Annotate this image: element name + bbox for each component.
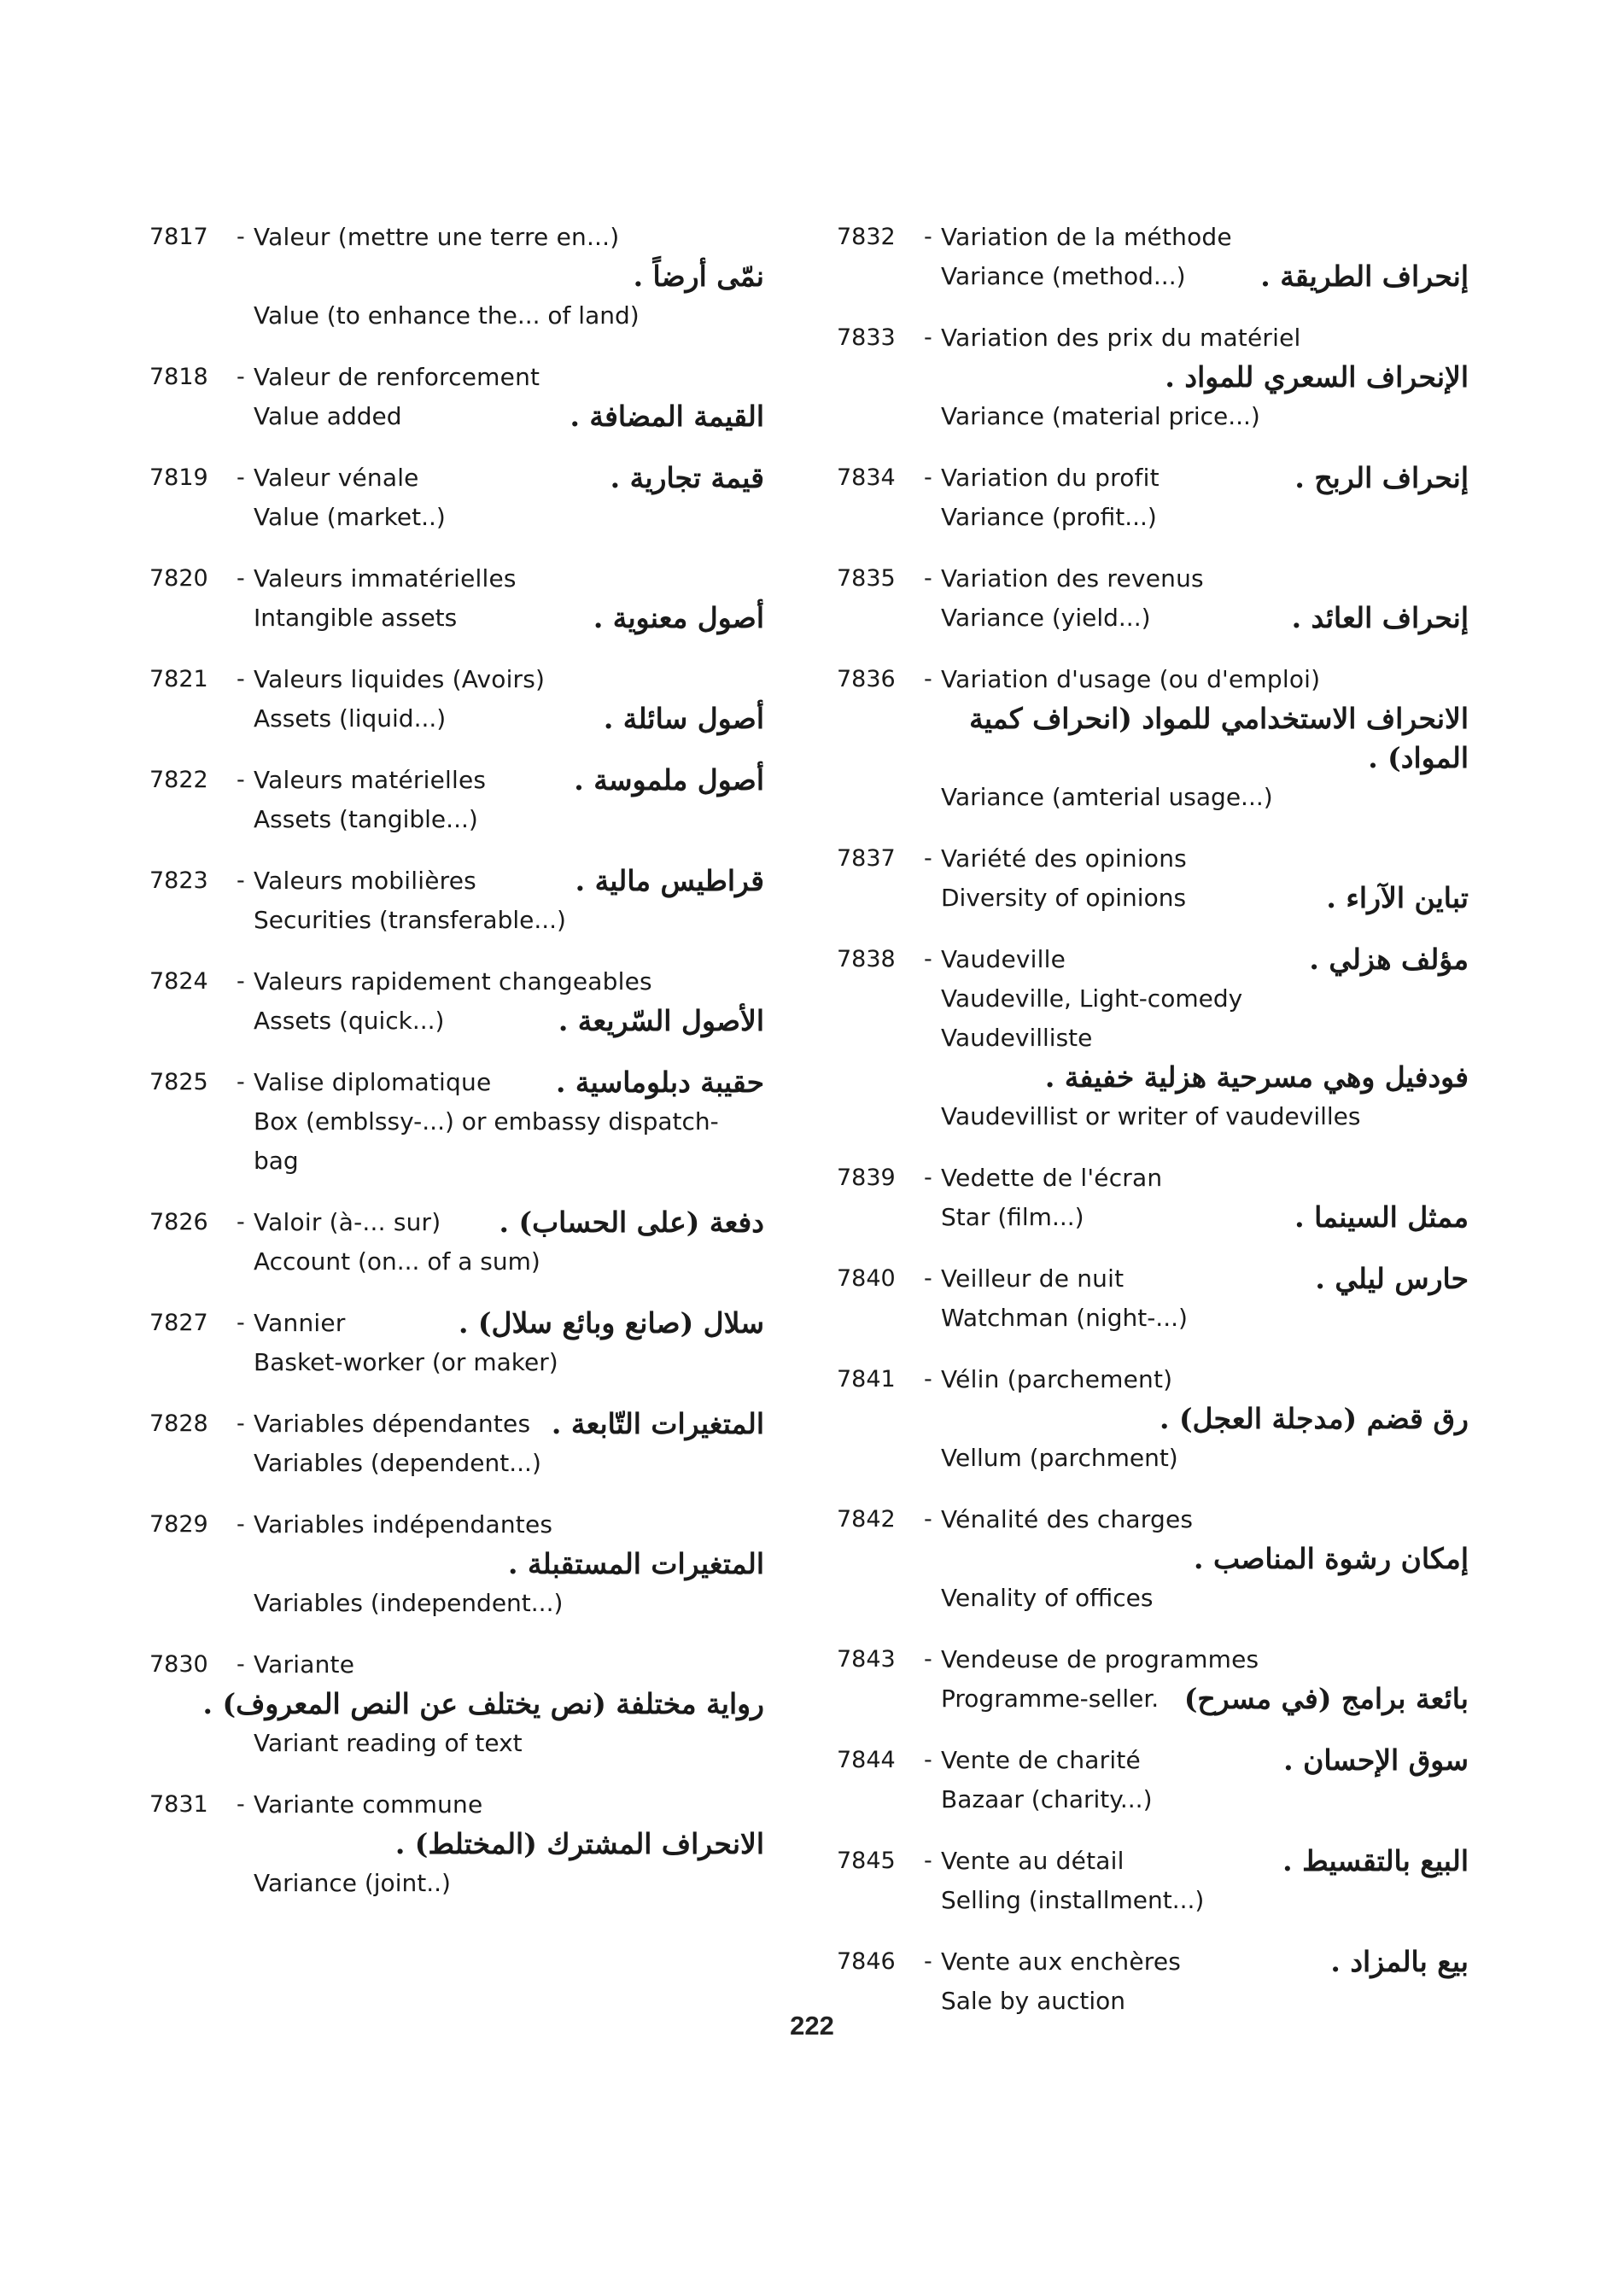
entry-line bbox=[837, 699, 1486, 739]
entry-line bbox=[149, 598, 781, 638]
arabic-translation: قيمة تجارية . bbox=[610, 461, 764, 494]
arabic-translation: تباين الآراء . bbox=[1326, 881, 1469, 914]
entry-number: 7828 bbox=[149, 1410, 208, 1437]
dictionary-entry bbox=[149, 660, 781, 739]
french-term: Vente aux enchères bbox=[941, 1947, 1182, 1976]
dictionary-entry bbox=[149, 559, 781, 638]
entry-separator: - bbox=[237, 867, 245, 894]
english-translation: Variance (amterial usage...) bbox=[941, 783, 1273, 811]
entry-separator: - bbox=[924, 1165, 932, 1191]
entry-number: 7837 bbox=[837, 845, 896, 872]
entry-line bbox=[837, 1019, 1486, 1058]
dictionary-entry bbox=[837, 940, 1486, 1136]
entry-line bbox=[149, 358, 781, 397]
arabic-translation: الانحراف المشترك (المختلط) . bbox=[394, 1827, 764, 1860]
entry-line bbox=[837, 1439, 1486, 1478]
entry-line bbox=[837, 458, 1486, 498]
french-term: Vente de charité bbox=[941, 1746, 1141, 1774]
entry-separator: - bbox=[237, 1511, 245, 1538]
dictionary-entry bbox=[837, 1942, 1486, 2021]
english-translation: Assets (tangible...) bbox=[254, 805, 478, 833]
french-term: Valeurs mobilières bbox=[254, 867, 476, 895]
entry-line bbox=[149, 218, 781, 257]
entry-line bbox=[837, 1097, 1486, 1136]
entry-line bbox=[837, 1159, 1486, 1198]
entry-number: 7829 bbox=[149, 1511, 208, 1538]
french-term: Valeurs rapidement changeables bbox=[254, 967, 652, 996]
dictionary-entry bbox=[149, 358, 781, 436]
entry-line bbox=[837, 1780, 1486, 1819]
entry-number: 7830 bbox=[149, 1651, 208, 1678]
entry-separator: - bbox=[924, 224, 932, 250]
entry-line bbox=[837, 1360, 1486, 1399]
page-number: 222 bbox=[790, 2011, 834, 2041]
entry-line bbox=[837, 1500, 1486, 1539]
dictionary-entry bbox=[149, 1785, 781, 1903]
french-term: Valoir (à-... sur) bbox=[254, 1208, 441, 1236]
arabic-translation: إنحراف الطريقة . bbox=[1260, 260, 1469, 293]
entry-number: 7834 bbox=[837, 464, 896, 491]
entry-line bbox=[149, 1505, 781, 1544]
entry-number: 7839 bbox=[837, 1165, 896, 1191]
entry-line bbox=[837, 1058, 1486, 1097]
dictionary-entry bbox=[149, 1645, 781, 1763]
entry-line bbox=[149, 1584, 781, 1623]
entry-separator: - bbox=[924, 464, 932, 491]
french-term: Variation des prix du matériel bbox=[941, 324, 1301, 352]
entry-number: 7817 bbox=[149, 224, 208, 250]
entry-number: 7845 bbox=[837, 1848, 896, 1874]
entry-number: 7820 bbox=[149, 565, 208, 592]
entry-line bbox=[149, 1864, 781, 1903]
french-term: Variation d'usage (ou d'emploi) bbox=[941, 665, 1321, 693]
entry-line bbox=[837, 979, 1486, 1019]
english-translation: bag bbox=[254, 1147, 299, 1175]
right-column bbox=[837, 218, 1486, 2043]
entry-separator: - bbox=[924, 845, 932, 872]
dictionary-entry bbox=[837, 559, 1486, 638]
dictionary-entry bbox=[149, 1063, 781, 1181]
entry-number: 7843 bbox=[837, 1646, 896, 1673]
entry-number: 7833 bbox=[837, 324, 896, 351]
entry-number: 7835 bbox=[837, 565, 896, 592]
entry-number: 7819 bbox=[149, 464, 208, 491]
english-translation: Securities (transferable...) bbox=[254, 906, 566, 934]
entry-number: 7846 bbox=[837, 1948, 896, 1975]
french-term: Vénalité des charges bbox=[941, 1505, 1194, 1533]
english-translation: Variance (joint..) bbox=[254, 1869, 451, 1897]
entry-separator: - bbox=[924, 1506, 932, 1533]
entry-line bbox=[149, 761, 781, 800]
english-translation: Diversity of opinions bbox=[941, 884, 1187, 912]
entry-line bbox=[149, 1404, 781, 1444]
entry-line bbox=[837, 559, 1486, 598]
entry-line bbox=[149, 1142, 781, 1181]
entry-line bbox=[837, 1881, 1486, 1920]
dictionary-entry bbox=[149, 761, 781, 839]
entry-number: 7831 bbox=[149, 1791, 208, 1818]
dictionary-entry bbox=[149, 1404, 781, 1483]
english-translation: Value added bbox=[254, 402, 402, 430]
dictionary-entry bbox=[837, 218, 1486, 296]
entry-number: 7841 bbox=[837, 1366, 896, 1393]
arabic-translation: المتغيرات التّابعة . bbox=[551, 1407, 764, 1440]
french-term: Valeurs matérielles bbox=[254, 766, 487, 794]
entry-number: 7840 bbox=[837, 1265, 896, 1292]
entry-separator: - bbox=[237, 1310, 245, 1336]
entry-line bbox=[837, 839, 1486, 879]
entry-separator: - bbox=[237, 1410, 245, 1437]
entry-line bbox=[837, 1299, 1486, 1338]
entry-line bbox=[149, 1304, 781, 1343]
entry-line bbox=[837, 1259, 1486, 1299]
english-translation: Account (on... of a sum) bbox=[254, 1247, 540, 1276]
arabic-translation: أصول سائلة . bbox=[603, 702, 764, 735]
entry-line bbox=[149, 1001, 781, 1041]
dictionary-entry bbox=[837, 1259, 1486, 1338]
french-term: Variation du profit bbox=[941, 464, 1160, 492]
entry-separator: - bbox=[237, 666, 245, 692]
entry-number: 7832 bbox=[837, 224, 896, 250]
french-term: Vaudeville bbox=[941, 945, 1066, 973]
entry-line bbox=[837, 358, 1486, 397]
french-term: Variables indépendantes bbox=[254, 1510, 553, 1539]
english-translation: Assets (quick...) bbox=[254, 1007, 445, 1035]
entry-line bbox=[837, 660, 1486, 699]
entry-line bbox=[149, 660, 781, 699]
dictionary-entry bbox=[837, 1640, 1486, 1719]
entry-separator: - bbox=[924, 565, 932, 592]
entry-line bbox=[837, 1842, 1486, 1881]
french-term: Variante bbox=[254, 1650, 355, 1679]
entry-number: 7844 bbox=[837, 1747, 896, 1773]
arabic-translation: قراطيس مالية . bbox=[575, 864, 764, 897]
entry-line bbox=[149, 296, 781, 336]
french-term: Variation de la méthode bbox=[941, 223, 1232, 251]
entry-line bbox=[837, 940, 1486, 979]
english-translation: Sale by auction bbox=[941, 1987, 1126, 2015]
french-term: Vendeuse de programmes bbox=[941, 1645, 1259, 1673]
entry-number: 7836 bbox=[837, 666, 896, 692]
dictionary-entry bbox=[837, 318, 1486, 436]
entry-line bbox=[149, 1645, 781, 1685]
entry-number: 7826 bbox=[149, 1209, 208, 1235]
arabic-translation: إنحراف العائد . bbox=[1291, 601, 1469, 634]
entry-line bbox=[149, 257, 781, 296]
dictionary-entry bbox=[837, 660, 1486, 817]
entry-line bbox=[149, 1343, 781, 1382]
arabic-translation: سلال (صانع وبائع سلال) . bbox=[458, 1306, 764, 1340]
entry-line bbox=[837, 1741, 1486, 1780]
arabic-translation: رواية مختلفة (نص يختلف عن النص المعروف) . bbox=[202, 1687, 764, 1720]
english-translation: Variant reading of text bbox=[254, 1729, 523, 1757]
french-term: Vente au détail bbox=[941, 1847, 1125, 1875]
entry-line bbox=[149, 1102, 781, 1142]
entry-line bbox=[837, 778, 1486, 817]
entry-separator: - bbox=[924, 666, 932, 692]
entry-line bbox=[149, 1444, 781, 1483]
entry-separator: - bbox=[237, 1209, 245, 1235]
arabic-translation: المتغيرات المستقبلة . bbox=[507, 1547, 764, 1580]
entry-line bbox=[837, 598, 1486, 638]
french-term: Vélin (parchement) bbox=[941, 1365, 1173, 1393]
arabic-translation: الإنحراف السعري للمواد . bbox=[1165, 360, 1469, 394]
arabic-translation: أصول ملموسة . bbox=[574, 763, 764, 797]
arabic-translation: البيع بالتقسيط . bbox=[1282, 1844, 1469, 1877]
french-term: Variante commune bbox=[254, 1790, 483, 1819]
arabic-translation: نمّى أرضاً . bbox=[633, 260, 764, 293]
arabic-translation: رق قضم (مدجلة العجل) . bbox=[1159, 1402, 1469, 1435]
entry-line bbox=[837, 218, 1486, 257]
arabic-translation: إنحراف الربح . bbox=[1294, 461, 1469, 494]
french-term: Variété des opinions bbox=[941, 844, 1187, 873]
entry-line bbox=[149, 458, 781, 498]
english-translation: Vellum (parchment) bbox=[941, 1444, 1178, 1472]
english-translation: Basket-worker (or maker) bbox=[254, 1348, 558, 1376]
entry-line bbox=[149, 559, 781, 598]
arabic-translation: الأصول السّريعة . bbox=[558, 1004, 764, 1037]
entry-line bbox=[149, 498, 781, 537]
french-term: Valeur (mettre une terre en...) bbox=[254, 223, 620, 251]
french-term: Valeur de renforcement bbox=[254, 363, 540, 391]
dictionary-entry bbox=[837, 839, 1486, 918]
arabic-translation: المواد) . bbox=[1368, 741, 1469, 774]
english-translation: Selling (installment...) bbox=[941, 1886, 1205, 1914]
arabic-translation: مؤلف هزلي . bbox=[1309, 943, 1469, 976]
entry-number: 7827 bbox=[149, 1310, 208, 1336]
entry-number: 7818 bbox=[149, 364, 208, 390]
english-translation: Variables (dependent...) bbox=[254, 1449, 541, 1477]
arabic-translation: الانحراف الاستخدامي للمواد (انحراف كمية bbox=[969, 702, 1469, 735]
french-term: Valeur vénale bbox=[254, 464, 419, 492]
english-translation: Programme-seller. bbox=[941, 1685, 1160, 1713]
entry-line bbox=[837, 1679, 1486, 1719]
entry-line bbox=[149, 800, 781, 839]
english-translation: Bazaar (charity...) bbox=[941, 1785, 1153, 1813]
entry-separator: - bbox=[237, 968, 245, 995]
dictionary-entry bbox=[837, 1500, 1486, 1618]
entry-separator: - bbox=[924, 324, 932, 351]
english-translation: Value (market..) bbox=[254, 503, 446, 531]
entry-number: 7838 bbox=[837, 946, 896, 972]
dictionary-entry bbox=[837, 1360, 1486, 1478]
english-translation: Variance (method...) bbox=[941, 262, 1186, 290]
arabic-translation: إمكان رشوة المناصب . bbox=[1194, 1542, 1469, 1575]
entry-separator: - bbox=[237, 1791, 245, 1818]
french-term: Veilleur de nuit bbox=[941, 1264, 1125, 1293]
dictionary-entry bbox=[149, 1505, 781, 1623]
entry-line bbox=[837, 739, 1486, 778]
entry-line bbox=[837, 1640, 1486, 1679]
entry-number: 7842 bbox=[837, 1506, 896, 1533]
entry-line bbox=[149, 962, 781, 1001]
dictionary-entry bbox=[149, 218, 781, 336]
english-translation: Assets (liquid...) bbox=[254, 704, 447, 733]
arabic-translation: سوق الإحسان . bbox=[1283, 1743, 1469, 1777]
entry-separator: - bbox=[924, 1948, 932, 1975]
entry-separator: - bbox=[924, 1366, 932, 1393]
entry-line bbox=[149, 1544, 781, 1584]
entry-line bbox=[837, 879, 1486, 918]
entry-line bbox=[149, 397, 781, 436]
dictionary-entry bbox=[149, 1304, 781, 1382]
entry-number: 7825 bbox=[149, 1069, 208, 1095]
entry-line bbox=[837, 1539, 1486, 1579]
entry-line bbox=[837, 1579, 1486, 1618]
entry-separator: - bbox=[924, 1646, 932, 1673]
english-translation: Vaudeville, Light-comedy bbox=[941, 984, 1243, 1013]
english-translation: Star (film...) bbox=[941, 1203, 1084, 1231]
entry-separator: - bbox=[924, 1265, 932, 1292]
entry-separator: - bbox=[237, 224, 245, 250]
french-term: Valeurs immatérielles bbox=[254, 564, 517, 593]
entry-line bbox=[149, 1203, 781, 1242]
arabic-translation: القيمة المضافة . bbox=[570, 400, 764, 433]
entry-line bbox=[149, 901, 781, 940]
english-translation: Variance (yield...) bbox=[941, 604, 1151, 632]
english-translation: Box (emblssy-...) or embassy dispatch- bbox=[254, 1107, 719, 1136]
french-term: Vedette de l'écran bbox=[941, 1164, 1163, 1192]
entry-line bbox=[837, 257, 1486, 296]
entry-line bbox=[837, 1399, 1486, 1439]
entry-separator: - bbox=[237, 464, 245, 491]
dictionary-entry bbox=[837, 1741, 1486, 1819]
dictionary-entry bbox=[149, 1203, 781, 1282]
left-column bbox=[149, 218, 781, 1925]
entry-separator: - bbox=[237, 767, 245, 793]
entry-separator: - bbox=[924, 946, 932, 972]
entry-separator: - bbox=[924, 1848, 932, 1874]
entry-separator: - bbox=[237, 364, 245, 390]
dictionary-entry bbox=[837, 1842, 1486, 1920]
dictionary-entry bbox=[149, 962, 781, 1041]
entry-number: 7821 bbox=[149, 666, 208, 692]
english-translation: Venality of offices bbox=[941, 1584, 1154, 1612]
arabic-translation: حقيبة دبلوماسية . bbox=[555, 1066, 764, 1099]
entry-line bbox=[149, 1242, 781, 1282]
entry-line bbox=[837, 397, 1486, 436]
arabic-translation: دفعة (على الحساب) . bbox=[499, 1206, 764, 1239]
english-translation: Vaudevillist or writer of vaudevilles bbox=[941, 1102, 1361, 1130]
dictionary-entry bbox=[837, 1159, 1486, 1237]
entry-line bbox=[149, 1825, 781, 1864]
french-term: Variation des revenus bbox=[941, 564, 1204, 593]
french-term: Valise diplomatique bbox=[254, 1068, 492, 1096]
english-translation: Variance (material price...) bbox=[941, 402, 1260, 430]
arabic-translation: أصول معنوية . bbox=[593, 601, 764, 634]
english-translation: Variance (profit...) bbox=[941, 503, 1157, 531]
entry-line bbox=[149, 1724, 781, 1763]
dictionary-entry bbox=[149, 861, 781, 940]
entry-line bbox=[149, 861, 781, 901]
arabic-translation: حارس ليلي . bbox=[1315, 1262, 1469, 1295]
arabic-translation: ممثل السينما . bbox=[1294, 1200, 1469, 1234]
french-term: Valeurs liquides (Avoirs) bbox=[254, 665, 546, 693]
entry-line bbox=[837, 318, 1486, 358]
english-translation: Vaudevilliste bbox=[941, 1024, 1093, 1052]
entry-separator: - bbox=[237, 1069, 245, 1095]
french-term: Vannier bbox=[254, 1309, 346, 1337]
entry-line bbox=[149, 1685, 781, 1724]
arabic-translation: فودفيل وهي مسرحية هزلية خفيفة . bbox=[1044, 1060, 1469, 1094]
entry-number: 7824 bbox=[149, 968, 208, 995]
entry-number: 7823 bbox=[149, 867, 208, 894]
entry-separator: - bbox=[237, 565, 245, 592]
entry-number: 7822 bbox=[149, 767, 208, 793]
french-term: Variables dépendantes bbox=[254, 1410, 531, 1438]
english-translation: Variables (independent...) bbox=[254, 1589, 564, 1617]
dictionary-entry bbox=[149, 458, 781, 537]
arabic-translation: بائعة برامج (في مسرح) bbox=[1183, 1682, 1469, 1715]
entry-line bbox=[149, 1785, 781, 1825]
entry-line bbox=[837, 1198, 1486, 1237]
english-translation: Intangible assets bbox=[254, 604, 458, 632]
entry-line bbox=[837, 498, 1486, 537]
entry-separator: - bbox=[924, 1747, 932, 1773]
arabic-translation: بيع بالمزاد . bbox=[1330, 1945, 1469, 1978]
entry-line bbox=[837, 1942, 1486, 1982]
entry-line bbox=[149, 699, 781, 739]
english-translation: Value (to enhance the... of land) bbox=[254, 301, 640, 330]
entry-separator: - bbox=[237, 1651, 245, 1678]
english-translation: Watchman (night-...) bbox=[941, 1304, 1188, 1332]
dictionary-entry bbox=[837, 458, 1486, 537]
entry-line bbox=[149, 1063, 781, 1102]
